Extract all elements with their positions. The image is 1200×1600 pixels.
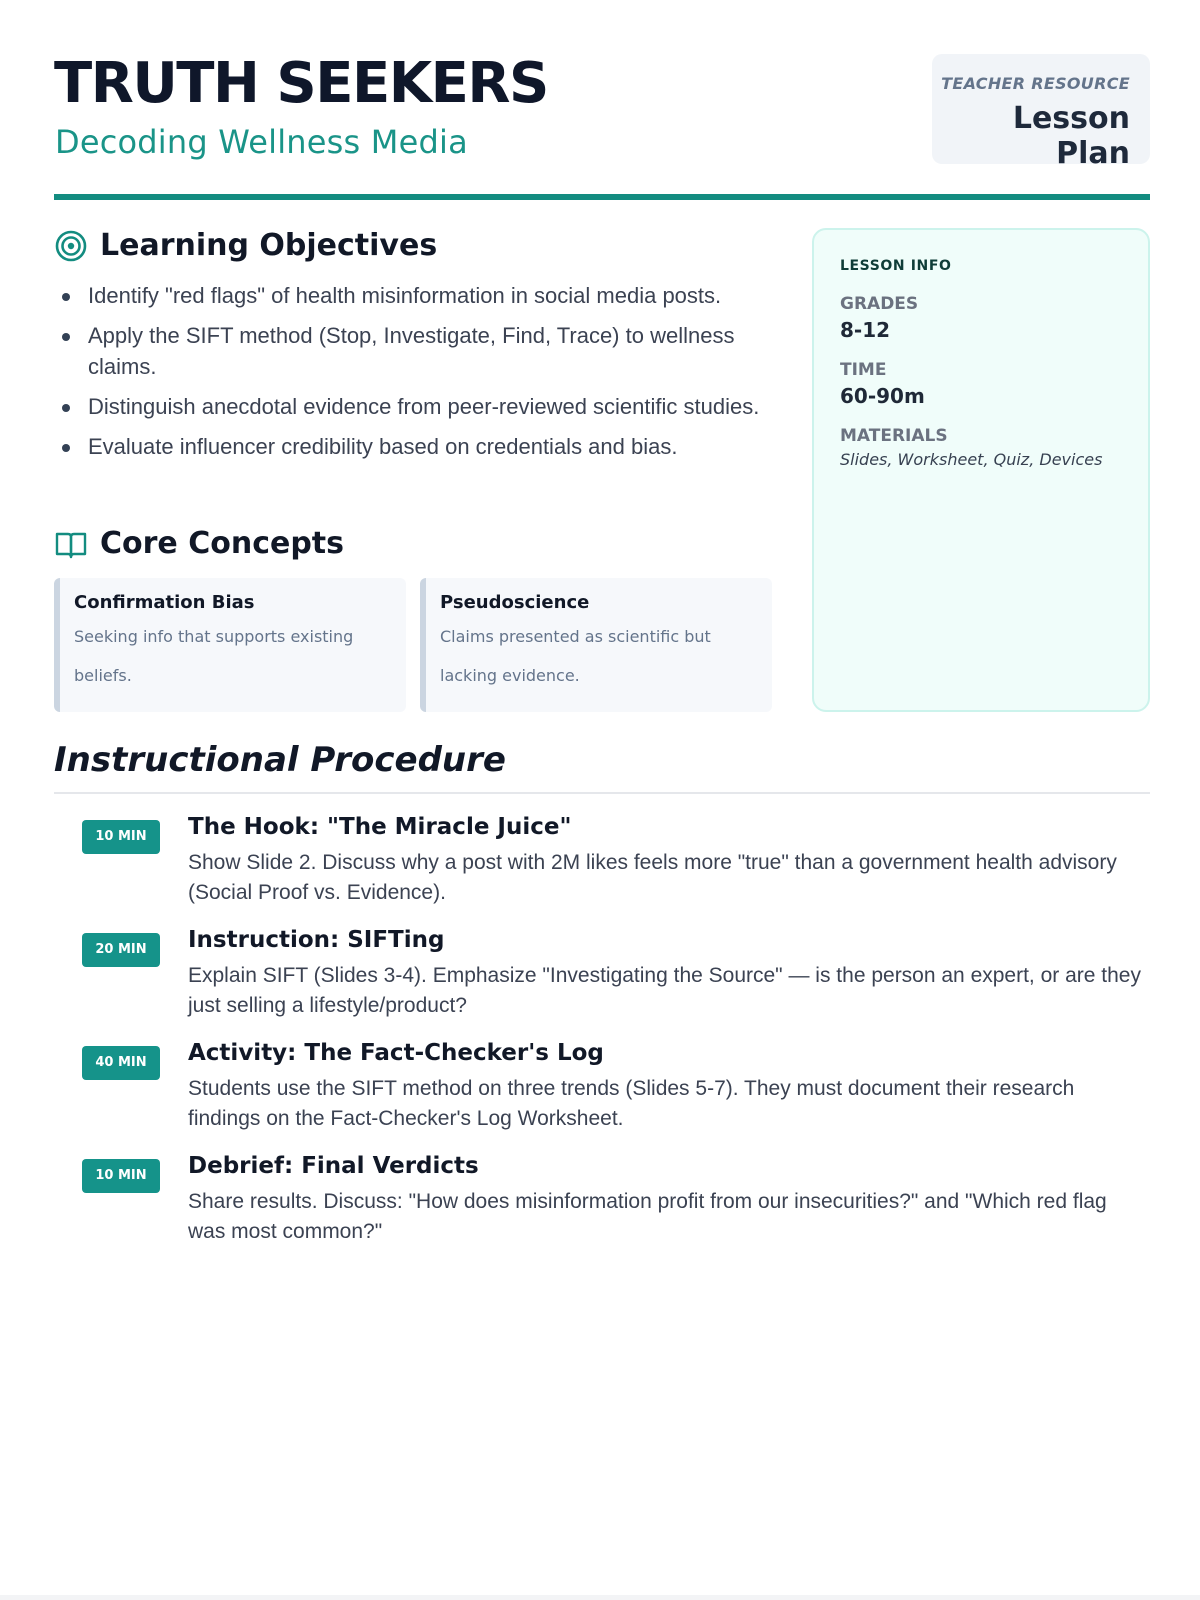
header bbox=[54, 52, 1150, 202]
step-description: Students use the SIFT method on three trends (Slides 5-7). They must document their research findings on the Fact-Checker's Log Worksheet. bbox=[188, 1077, 1075, 1130]
concepts-heading bbox=[54, 526, 344, 561]
book-open-icon bbox=[54, 527, 88, 561]
time-label: TIME bbox=[840, 360, 887, 380]
page-title: TRUTH SEEKERS bbox=[54, 51, 548, 116]
step-title: The Hook: "The Miracle Juice" bbox=[188, 814, 572, 840]
materials-label: MATERIALS bbox=[840, 426, 948, 446]
lesson-info-card bbox=[812, 228, 1150, 712]
procedure-steps bbox=[82, 814, 1150, 1266]
list-item: Identify "red flags" of health misinformation in social media posts. bbox=[60, 280, 780, 311]
objectives-heading bbox=[54, 228, 437, 263]
duration-badge: 20 MIN bbox=[82, 933, 160, 967]
grades-label: GRADES bbox=[840, 294, 919, 314]
resource-badge bbox=[932, 54, 1150, 171]
procedure-step bbox=[82, 1153, 1150, 1266]
list-item: Apply the SIFT method (Stop, Investigate, Find, Trace) to wellness claims. bbox=[60, 320, 780, 382]
resource-title: Lesson Plan bbox=[1012, 101, 1130, 171]
procedure-heading: Instructional Procedure bbox=[54, 740, 506, 780]
header-divider bbox=[54, 194, 1150, 200]
duration-badge: 10 MIN bbox=[82, 820, 160, 854]
objectives-heading-text: Learning Objectives bbox=[100, 228, 438, 263]
lesson-info-title: LESSON INFO bbox=[840, 258, 952, 274]
step-title: Instruction: SIFTing bbox=[188, 927, 445, 953]
time-value: 60-90m bbox=[840, 384, 925, 408]
step-description: Explain SIFT (Slides 3-4). Emphasize "Investigating the Source" — is the person an expert, or are they just selling a lifestyle/product? bbox=[188, 964, 1141, 1017]
procedure-step bbox=[82, 927, 1150, 1040]
procedure-divider bbox=[54, 792, 1150, 794]
concept-description: Seeking info that supports existing beliefs. bbox=[74, 627, 354, 685]
concepts-heading-text: Core Concepts bbox=[100, 526, 344, 561]
concept-name: Confirmation Bias bbox=[74, 592, 255, 613]
concept-card bbox=[54, 578, 406, 712]
step-description: Share results. Discuss: "How does misinformation profit from our insecurities?" and "Which red flag was most common?" bbox=[188, 1190, 1107, 1243]
list-item: Evaluate influencer credibility based on credentials and bias. bbox=[60, 431, 780, 462]
grades-value: 8-12 bbox=[840, 318, 891, 342]
procedure-step bbox=[82, 1040, 1150, 1153]
concept-description: Claims presented as scientific but lacking evidence. bbox=[440, 627, 711, 685]
page-subtitle: Decoding Wellness Media bbox=[55, 123, 468, 161]
duration-badge: 10 MIN bbox=[82, 1159, 160, 1193]
resource-kicker: TEACHER RESOURCE bbox=[941, 74, 1130, 93]
materials-value: Slides, Worksheet, Quiz, Devices bbox=[840, 450, 1103, 469]
list-item: Distinguish anecdotal evidence from peer-reviewed scientific studies. bbox=[60, 391, 780, 422]
concept-card bbox=[420, 578, 772, 712]
step-title: Activity: The Fact-Checker's Log bbox=[188, 1040, 604, 1066]
step-title: Debrief: Final Verdicts bbox=[188, 1153, 479, 1179]
objectives-list bbox=[60, 280, 780, 471]
step-description: Show Slide 2. Discuss why a post with 2M likes feels more "true" than a government health advisory (Social Proof vs. Evidence). bbox=[188, 851, 1117, 904]
target-icon bbox=[54, 229, 88, 263]
procedure-step bbox=[82, 814, 1150, 927]
concepts-grid bbox=[54, 578, 772, 712]
duration-badge: 40 MIN bbox=[82, 1046, 160, 1080]
concept-name: Pseudoscience bbox=[440, 592, 590, 613]
